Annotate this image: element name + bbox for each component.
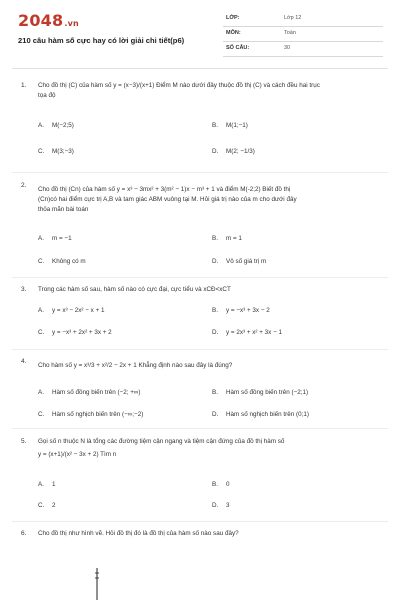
question-line: Cho đồ thị như hình vẽ. Hỏi đồ thị đó là đồ thị của hàm số nào sau đây? bbox=[38, 530, 239, 537]
question-line: Cho đồ thị (Cn) của hàm số y = x³ − 3mx² + 3(m² − 1)x − m³ + 1 và điểm M(-2;2) Biết đồ thị bbox=[38, 186, 291, 193]
option-d[interactable]: D. y = 2x³ + x² + 3x − 1 bbox=[212, 329, 282, 336]
meta-row-class bbox=[223, 12, 383, 27]
option-c[interactable]: C. Hàm số nghịch biến trên (−∞;−2) bbox=[38, 411, 144, 418]
option-b[interactable]: B. m = 1 bbox=[212, 235, 242, 242]
meta-value: 30 bbox=[284, 45, 291, 51]
question-number: 5. bbox=[21, 438, 27, 445]
option-c[interactable]: C. M(3;−3) bbox=[38, 148, 74, 155]
option-b[interactable]: B. y = −x³ + 3x − 2 bbox=[212, 307, 270, 314]
question-line: Gọi số n thuộc N là tổng các đường tiệm cận ngang và tiệm cận đứng của đồ thị hàm số bbox=[38, 438, 285, 445]
question-line: tọa độ bbox=[38, 92, 56, 99]
meta-label: LỚP: bbox=[226, 15, 240, 21]
document-title: 210 câu hàm số cực hay có lời giải chi tiết(p6) bbox=[18, 36, 185, 45]
question-number: 4. bbox=[21, 358, 27, 365]
meta-row-subject bbox=[223, 27, 383, 42]
question-text bbox=[38, 361, 383, 371]
option-d[interactable]: D. 3 bbox=[212, 502, 230, 509]
question-line: Trong các hàm số sau, hàm số nào có cực đại, cực tiểu và xCĐ<xCT bbox=[38, 286, 231, 293]
option-a[interactable]: A. 1 bbox=[38, 481, 56, 488]
option-b[interactable]: B. 0 bbox=[212, 481, 230, 488]
option-b[interactable]: B. Hàm số đồng biến trên (−2;1) bbox=[212, 389, 309, 396]
question-number: 6. bbox=[21, 530, 27, 537]
question-line: thỏa mãn bài toán bbox=[38, 206, 89, 213]
question-divider bbox=[12, 349, 388, 350]
question-divider bbox=[12, 428, 388, 429]
question-line: Cho đồ thị (C) của hàm số y = (x−3)/(x+1) Điểm M nào dưới đây thuộc đồ thị (C) và cách đều hai trục bbox=[38, 82, 320, 89]
logo-suffix: .vn bbox=[64, 19, 79, 28]
question-text bbox=[38, 185, 383, 215]
option-d[interactable]: D. M(2; −1/3) bbox=[212, 148, 255, 155]
option-c[interactable]: C. Không có m bbox=[38, 258, 86, 265]
question-text bbox=[38, 437, 383, 460]
question-line: (Cn)có hai điểm cực trị A,B và tam giác ABM vuông tại M. Hỏi giá trị nào của m cho dưới đây bbox=[38, 196, 297, 203]
question-line: Cho hàm số y = x³/3 + x²/2 − 2x + 1 Khẳng định nào sau đây là đúng? bbox=[38, 362, 233, 369]
meta-value: Toán bbox=[284, 30, 296, 36]
question-number: 3. bbox=[21, 286, 27, 293]
option-c[interactable]: C. y = −x³ + 2x² + 3x + 2 bbox=[38, 329, 112, 336]
question-line: y = (x+1)/(x² − 3x + 2) Tìm n bbox=[38, 451, 117, 458]
document-header bbox=[0, 0, 400, 66]
question-text bbox=[38, 529, 383, 539]
question-text bbox=[38, 81, 383, 101]
option-a[interactable]: A. M(−2;5) bbox=[38, 122, 74, 129]
question-divider bbox=[12, 521, 388, 522]
question-number: 1. bbox=[21, 82, 27, 89]
option-d[interactable]: D. Vô số giá trị m bbox=[212, 258, 267, 265]
meta-label: SỐ CÂU: bbox=[226, 45, 250, 51]
meta-label: MÔN: bbox=[226, 30, 241, 36]
option-a[interactable]: A. m = −1 bbox=[38, 235, 72, 242]
question-divider bbox=[12, 277, 388, 278]
option-b[interactable]: B. M(1;−1) bbox=[212, 122, 248, 129]
question-text bbox=[38, 285, 383, 295]
meta-value: Lớp 12 bbox=[284, 15, 302, 21]
function-graph bbox=[92, 566, 104, 600]
meta-row-question-count bbox=[223, 42, 383, 57]
option-d[interactable]: D. Hàm số nghịch biến trên (0;1) bbox=[212, 411, 309, 418]
question-divider bbox=[12, 172, 388, 173]
site-logo[interactable]: 2048.vn bbox=[18, 11, 79, 30]
header-divider bbox=[12, 68, 388, 69]
question-number: 2. bbox=[21, 182, 27, 189]
option-c[interactable]: C. 2 bbox=[38, 502, 56, 509]
option-a[interactable]: A. Hàm số đồng biến trên (−2; +∞) bbox=[38, 389, 141, 396]
option-a[interactable]: A. y = x³ − 2x² − x + 1 bbox=[38, 307, 105, 314]
